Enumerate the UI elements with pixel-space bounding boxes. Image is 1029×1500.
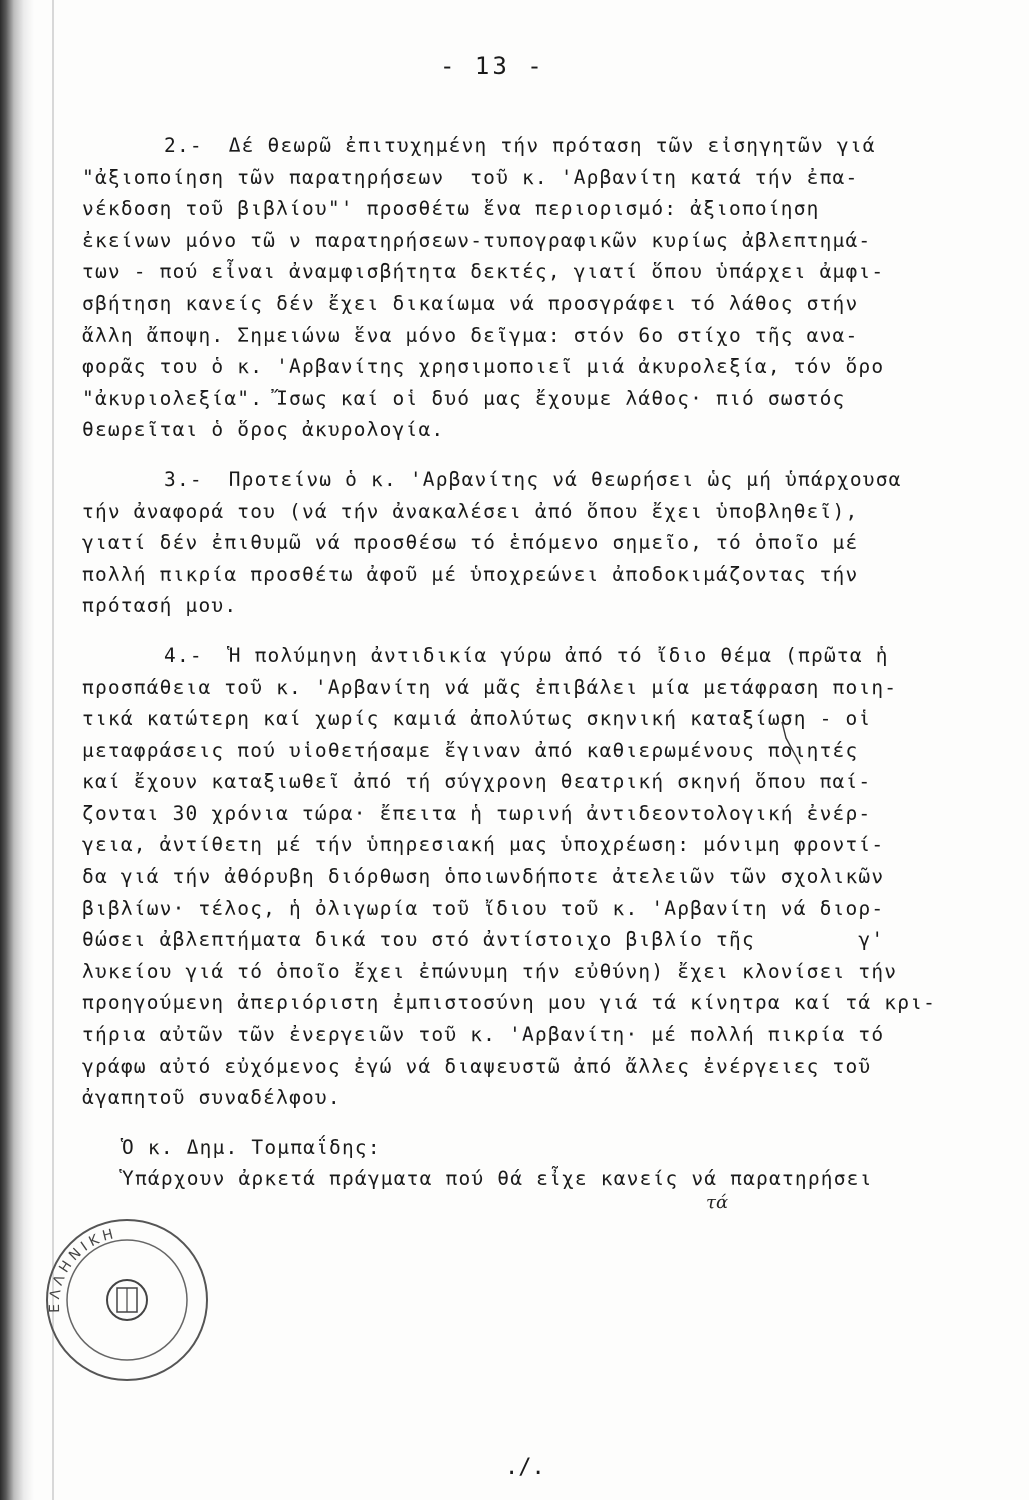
text-line: νέκδοση τοῦ βιβλίου"' προσθέτω ἕνα περιορισμό: ἀξιοποίηση xyxy=(82,197,820,221)
text-line: 4.- Ἡ πολύμηνη ἀντιδικία γύρω ἀπό τό ἴδιο θέμα (πρῶτα ἡ xyxy=(164,643,889,667)
text-line: θώσει ἀβλεπτήματα δικά του στό ἀντίστοιχο βιβλίο τῆς γ' xyxy=(82,928,885,952)
binding-edge xyxy=(0,0,34,1500)
text-line: "ἀκυριολεξία". Ἴσως καί οἱ δυό μας ἔχουμε λάθος· πιό σωστός xyxy=(82,386,846,410)
text-line: δα γιά τήν ἀθόρυβη διόρθωση ὁποιωνδήποτε ἀτελειῶν τῶν σχολικῶν xyxy=(82,865,885,889)
body-text xyxy=(82,130,982,1195)
paragraph-3 xyxy=(82,464,982,622)
continuation-mark: ./. xyxy=(505,1455,545,1480)
text-line: τήν ἀναφορά του (νά τήν ἀνακαλέσει ἀπό ὅπου ἔχει ὑποβληθεῖ), xyxy=(82,499,859,523)
text-line: καί ἔχουν καταξιωθεῖ ἀπό τή σύγχρονη θεατρική σκηνή ὅπου παί- xyxy=(82,770,872,794)
handwritten-correction: τά xyxy=(706,1192,729,1213)
paragraph-2 xyxy=(82,130,982,446)
paragraph-gap xyxy=(82,622,982,640)
text-line: των - πού εἶναι ἀναμφισβήτητα δεκτές, γιατί ὅπου ὑπάρχει ἀμφι- xyxy=(82,260,885,284)
paragraph-gap xyxy=(82,1114,982,1132)
text-line: "ἀξιοποίηση τῶν παρατηρήσεων τοῦ κ. 'Αρβανίτη κατά τήν ἐπα- xyxy=(82,165,859,189)
official-stamp xyxy=(42,1215,212,1385)
paragraph-gap xyxy=(82,446,982,464)
speaker-line: Ὁ κ. Δημ. Τομπαΐδης: xyxy=(122,1135,381,1159)
text-line: ἀγαπητοῦ συναδέλφου. xyxy=(82,1086,341,1110)
text-line: γεια, ἀντίθετη μέ τήν ὑπηρεσιακή μας ὑποχρέωση: μόνιμη φροντί- xyxy=(82,833,885,857)
stamp-text: ΕΛΛΗΝΙΚΗ xyxy=(46,1225,119,1313)
text-line: προσπάθεια τοῦ κ. 'Αρβανίτη νά μᾶς ἐπιβάλει μία μετάφραση ποιη- xyxy=(82,675,898,699)
seal-icon xyxy=(42,1215,212,1385)
text-line: ζονται 30 χρόνια τώρα· ἔπειτα ἡ τωρινή ἀντιδεοντολογική ἐνέρ- xyxy=(82,801,872,825)
text-line: γράφω αὐτό εὐχόμενος ἐγώ νά διαψευστῶ ἀπό ἄλλες ἐνέργειες τοῦ xyxy=(82,1054,872,1078)
text-line: 3.- Προτείνω ὁ κ. 'Αρβανίτης νά θεωρήσει ὡς μή ὑπάρχουσα xyxy=(164,467,902,491)
text-line: μεταφράσεις πού υἱοθετήσαμε ἔγιναν ἀπό καθιερωμένους ποιητές xyxy=(82,738,859,762)
page-number: - 13 - xyxy=(440,52,545,80)
text-line: τήρια αὐτῶν τῶν ἐνεργειῶν τοῦ κ. 'Αρβανίτη· μέ πολλή πικρία τό xyxy=(82,1023,885,1047)
text-line: βιβλίων· τέλος, ἡ ὀλιγωρία τοῦ ἴδιου τοῦ κ. 'Αρβανίτη νά διορ- xyxy=(82,896,885,920)
text-line: γιατί δέν ἐπιθυμῶ νά προσθέσω τό ἑπόμενο σημεῖο, τό ὁποῖο μέ xyxy=(82,531,859,555)
paragraph-4 xyxy=(82,640,982,1114)
text-line: ἐκείνων μόνο τῶ ν παρατηρήσεων-τυπογραφικῶν κυρίως ἀβλεπτημά- xyxy=(82,228,872,252)
text-line: Ὑπάρχουν ἀρκετά πράγματα πού θά εἶχε κανείς νά παρατηρήσει xyxy=(122,1167,873,1191)
text-line: 2.- Δέ θεωρῶ ἐπιτυχημένη τήν πρόταση τῶν εἰσηγητῶν γιά xyxy=(164,134,876,157)
text-line: τικά κατώτερη καί χωρίς καμιά ἀπολύτως σκηνική καταξίωση - οἱ xyxy=(82,707,872,731)
text-line: θεωρεῖται ὁ ὅρος ἀκυρολογία. xyxy=(82,418,445,442)
pen-stroke-icon xyxy=(778,720,808,770)
text-line: σβήτηση κανείς δέν ἔχει δικαίωμα νά προσγράφει τό λάθος στήν xyxy=(82,291,859,315)
text-line: ἄλλη ἄποψη. Σημειώνω ἕνα μόνο δεῖγμα: στόν 6ο στίχο τῆς ανα- xyxy=(82,323,859,347)
text-line: προηγούμενη ἀπεριόριστη ἐμπιστοσύνη μου γιά τά κίνητρα καί τά κρι- xyxy=(82,991,937,1015)
text-line: φορᾶς του ὁ κ. 'Αρβανίτης χρησιμοποιεῖ μιά ἀκυρολεξία, τόν ὅρο xyxy=(82,355,885,379)
text-line: πολλή πικρία προσθέτω ἀφοῦ μέ ὑποχρεώνει ἀποδοκιμάζοντας τήν xyxy=(82,562,859,586)
text-line: πρότασή μου. xyxy=(82,594,238,618)
text-line: λυκείου γιά τό ὁποῖο ἔχει ἐπώνυμη τήν εὐθύνη) ἔχει κλονίσει τήν xyxy=(82,959,898,983)
